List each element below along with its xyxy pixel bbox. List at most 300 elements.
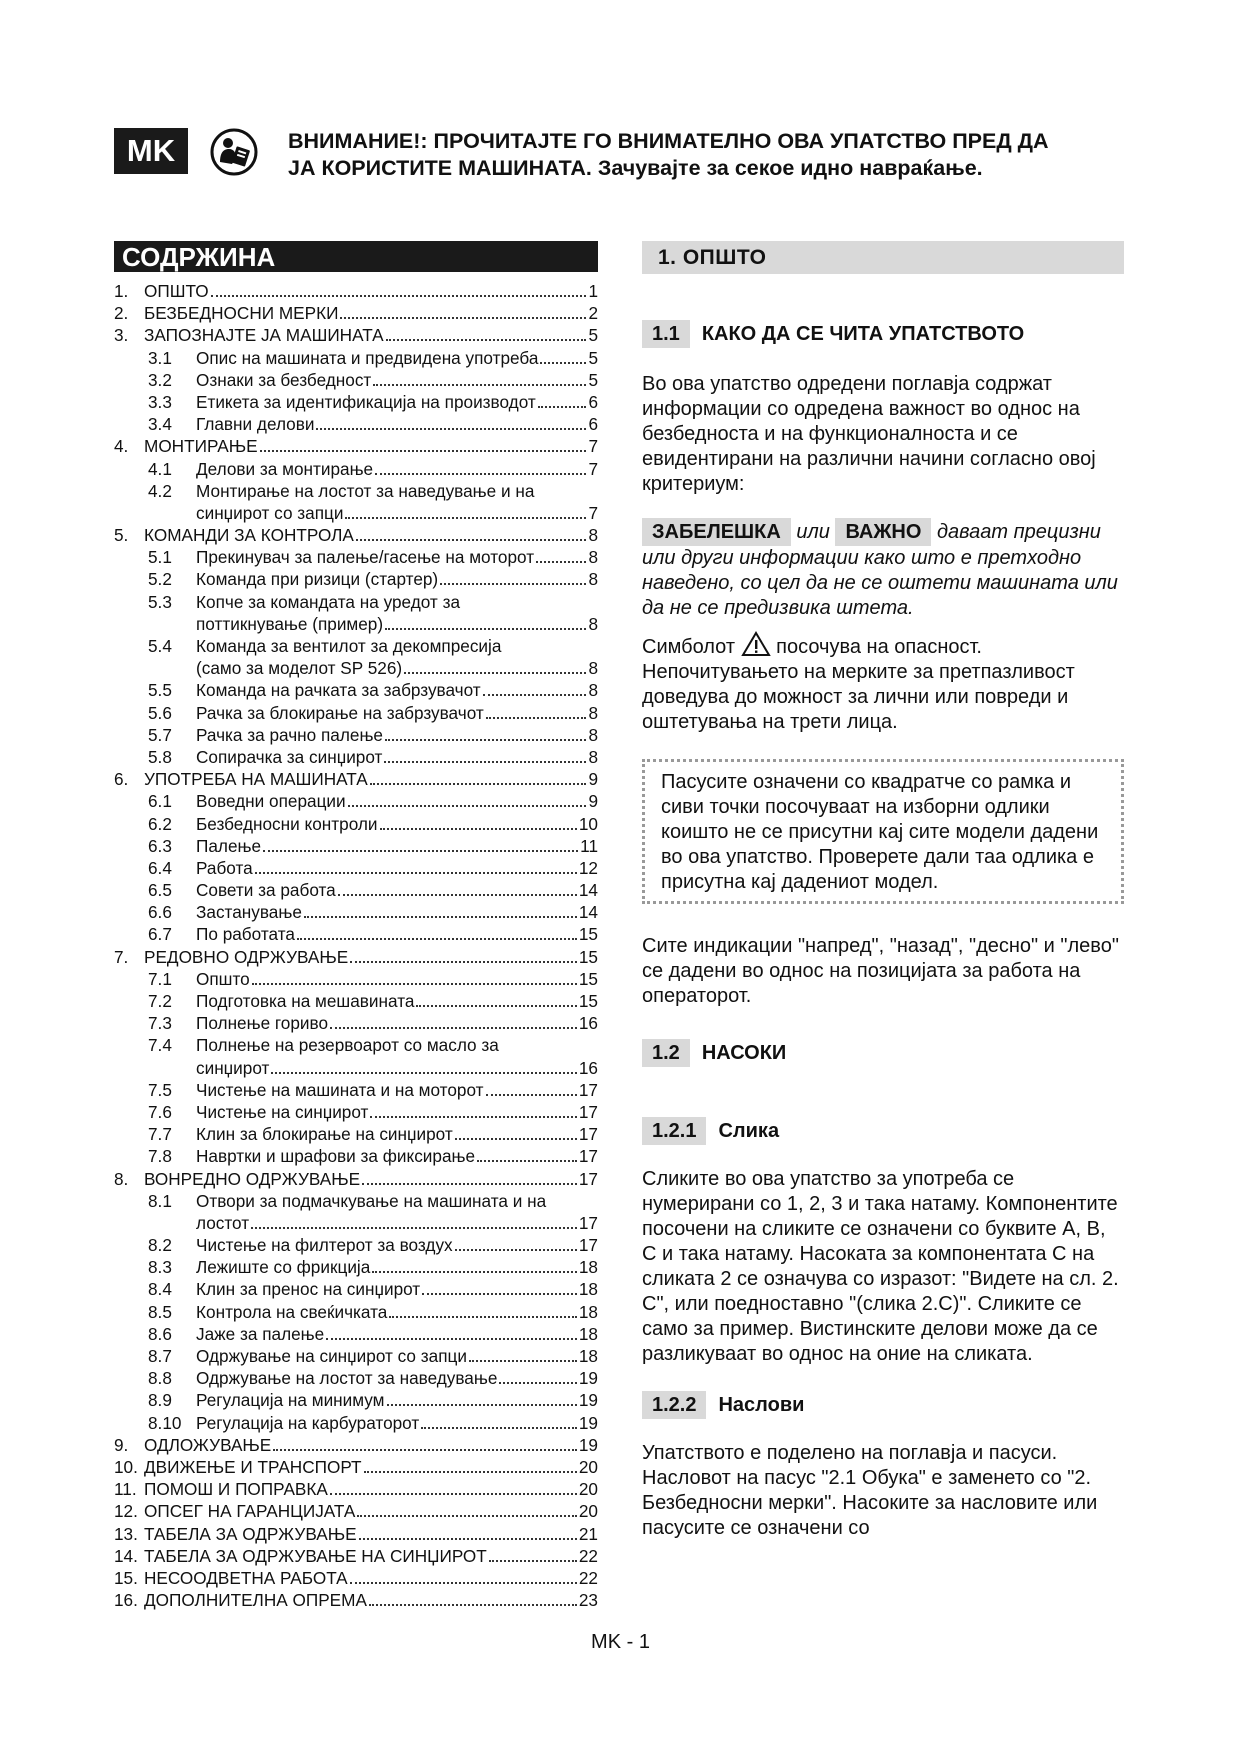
- toc-item-page: 18: [578, 1346, 598, 1366]
- toc-item-number: 4.: [114, 436, 129, 457]
- toc-item-page: 8: [588, 680, 598, 701]
- toc-item-page: 7: [588, 436, 598, 457]
- toc-item-label: (само за моделот SP 526): [196, 658, 403, 679]
- toc-item-label: ОДЛОЖУВАЊЕ: [144, 1434, 272, 1455]
- toc-leader-dots: [345, 502, 586, 519]
- toc-leader-dots: [486, 1079, 577, 1096]
- subsection-heading-1-2-1: [642, 1117, 1124, 1145]
- toc-item[interactable]: [114, 568, 598, 590]
- toc-item-page: 22: [578, 1567, 598, 1588]
- toc-item-number: 6.3: [148, 835, 172, 856]
- toc-item-number: 8.: [114, 1168, 129, 1189]
- toc-leader-dots: [330, 1012, 577, 1029]
- toc-item[interactable]: [114, 546, 598, 568]
- toc-leader-dots: [455, 1234, 577, 1251]
- toc-item[interactable]: [114, 724, 598, 746]
- toc-item-page: 19: [578, 1434, 598, 1455]
- toc-leader-dots: [326, 1323, 577, 1340]
- toc-item-page: 14: [578, 902, 598, 923]
- toc-item-label: Застанување: [196, 902, 302, 923]
- toc-item[interactable]: [114, 591, 598, 613]
- toc-item-number: 5.7: [148, 724, 172, 745]
- figures-paragraph: Сликите во ова упатство за употреба се нумерирани со 1, 2, 3 и така натаму. Компонентите посочени на сликите се означени со буквите A, B, C и така натаму. Насоката за компонентата C на сликата 2 се означува со изразот: "Видете на сл. 2. C", или поедноставно "(слика 2.C)". Сликите се само за пример. Вистинските делови може да се разликуваат во однос на оние на сликата.: [642, 1168, 1119, 1365]
- symbol-text-before: Симболот: [642, 636, 736, 658]
- toc-leader-dots: [440, 568, 586, 585]
- toc-item[interactable]: [114, 524, 598, 546]
- toc-item-label: Лежиште со фрикција: [196, 1257, 371, 1278]
- toc-leader-dots: [271, 1057, 576, 1074]
- toc-item-number: 6.7: [148, 924, 172, 945]
- toc-item-page: 5: [588, 369, 598, 390]
- toc-item-label: Безбедносни контроли: [196, 813, 378, 834]
- toc-item-label: синџирот: [196, 1057, 270, 1078]
- toc-leader-dots: [387, 1389, 577, 1406]
- toc-leader-dots: [211, 280, 587, 297]
- toc-item-label: ДОПОЛНИТЕЛНА ОПРЕМА: [144, 1590, 367, 1611]
- toc-leader-dots: [489, 1545, 577, 1562]
- toc-item[interactable]: [114, 435, 598, 457]
- toc-item-label: Полнење гориво: [196, 1013, 329, 1034]
- toc-leader-dots: [350, 946, 577, 963]
- toc-item-number: 7.1: [148, 968, 172, 989]
- toc-item-label: НЕСООДВЕТНА РАБОТА: [144, 1567, 348, 1588]
- subsection-number: 1.2.1: [642, 1117, 706, 1145]
- subsection-title: Наслови: [718, 1393, 805, 1416]
- toc-item-page: 22: [578, 1545, 598, 1566]
- symbol-text-after: посочува на опасност. Непочитувањето на мерките за претпазливост доведува до можност за лични или повреди и оштетувања на трети лица.: [642, 636, 1075, 733]
- toc-item[interactable]: [114, 1589, 598, 1611]
- toc-item-label: Етикета за идентификација на производот: [196, 391, 536, 412]
- toc-leader-dots: [386, 324, 587, 341]
- toc-item[interactable]: [114, 480, 598, 502]
- toc-item-label: Палење: [196, 835, 262, 856]
- toc-item[interactable]: [114, 857, 598, 879]
- toc-item-page: 12: [578, 857, 598, 878]
- toc-item-label: Ознаки за безбедност: [196, 369, 372, 390]
- toc-item-label: ЗАПОЗНАЈТЕ ЈА МАШИНАТА: [144, 325, 384, 346]
- toc-item[interactable]: [114, 280, 598, 302]
- toc-item[interactable]: [114, 679, 598, 701]
- toc-item-number: 7.8: [148, 1146, 172, 1167]
- toc-item-number: 5.2: [148, 569, 172, 590]
- toc-item[interactable]: [114, 502, 598, 524]
- toc-item-label: Навртки и шрафови за фиксирање: [196, 1146, 476, 1167]
- toc-item-label: Регулација на минимум: [196, 1390, 385, 1411]
- table-of-contents: [114, 241, 598, 1611]
- toc-leader-dots: [251, 1212, 577, 1229]
- toc-leader-dots: [380, 813, 577, 830]
- toc-leader-dots: [389, 1301, 577, 1318]
- directions-paragraph: Сите индикации "напред", "назад", "десно" и "лево" се дадени во однос на позицијата за работа на операторот.: [642, 935, 1119, 1007]
- toc-item-label: Регулација на карбураторот: [196, 1412, 420, 1433]
- toc-item[interactable]: [114, 1168, 598, 1190]
- toc-item-number: 9.: [114, 1434, 129, 1455]
- toc-leader-dots: [297, 923, 577, 940]
- toc-item-page: 23: [578, 1590, 598, 1611]
- toc-item-label: Опис на машината и предвидена употреба: [196, 347, 539, 368]
- toc-item-number: 8.4: [148, 1279, 172, 1300]
- toc-leader-dots: [373, 369, 586, 386]
- toc-item-label: Чистење на синџирот: [196, 1101, 369, 1122]
- toc-leader-dots: [404, 657, 586, 674]
- toc-item[interactable]: [114, 613, 598, 635]
- toc-leader-dots: [538, 391, 587, 408]
- symbol-paragraph: [642, 631, 1124, 735]
- toc-item-label: ПОМОШ И ПОПРАВКА: [144, 1479, 328, 1500]
- section-title: 1. ОПШТО: [642, 241, 1124, 274]
- toc-item-number: 11.: [114, 1479, 137, 1500]
- toc-item-label: Одржување на лостот за наведување: [196, 1368, 498, 1389]
- note-chip: ЗАБЕЛЕШКА: [642, 518, 791, 546]
- toc-item[interactable]: [114, 369, 598, 391]
- toc-leader-dots: [255, 857, 577, 874]
- toc-item[interactable]: [114, 1101, 598, 1123]
- subsection-heading-1-1: [642, 320, 1124, 348]
- toc-item-number: 8.7: [148, 1346, 172, 1366]
- toc-item[interactable]: [114, 657, 598, 679]
- toc-leader-dots: [252, 968, 577, 985]
- subsection-title: Слика: [718, 1119, 780, 1142]
- toc-leader-dots: [359, 1523, 577, 1540]
- toc-item-page: 20: [578, 1501, 598, 1522]
- toc-item[interactable]: [114, 347, 598, 369]
- toc-item-number: 7.7: [148, 1124, 172, 1145]
- toc-item-number: 3.: [114, 325, 129, 346]
- toc-item-number: 7.3: [148, 1013, 172, 1034]
- toc-item[interactable]: [114, 1567, 598, 1589]
- toc-item-label: ОПСЕГ НА ГАРАНЦИЈАТА: [144, 1501, 356, 1522]
- toc-item-number: 12.: [114, 1501, 138, 1522]
- toc-item-label: Отвори за подмачкување на машината и на: [196, 1190, 547, 1211]
- toc-leader-dots: [273, 1434, 577, 1451]
- toc-leader-dots: [469, 1345, 577, 1362]
- toc-item-number: 8.5: [148, 1301, 172, 1322]
- toc-item-page: 17: [578, 1124, 598, 1145]
- toc-item-label: Копче за командата на уредот за: [196, 591, 461, 612]
- toc-leader-dots: [483, 679, 587, 696]
- toc-title: СОДРЖИНА: [114, 241, 598, 272]
- toc-item[interactable]: [114, 1123, 598, 1145]
- toc-item-label: Контрола на свеќичката: [196, 1301, 388, 1322]
- toc-item-number: 3.4: [148, 414, 172, 435]
- toc-item[interactable]: [114, 1190, 598, 1212]
- toc-item[interactable]: [114, 768, 598, 790]
- toc-item-label: Совети за работа: [196, 880, 336, 901]
- toc-leader-dots: [499, 1367, 576, 1384]
- toc-item-label: ТАБЕЛА ЗА ОДРЖУВАЊЕ: [144, 1523, 357, 1544]
- toc-item[interactable]: [114, 1301, 598, 1323]
- toc-item-page: 8: [588, 525, 598, 546]
- toc-item-label: Рачка за рачно палење: [196, 724, 383, 745]
- toc-item[interactable]: [114, 1057, 598, 1079]
- toc-item-label: Сопирачка за синџирот: [196, 746, 383, 767]
- toc-item-page: 17: [578, 1101, 598, 1122]
- toc-item[interactable]: [114, 813, 598, 835]
- toc-item[interactable]: [114, 1545, 598, 1567]
- subsection-number: 1.2: [642, 1039, 690, 1067]
- toc-item-label: Чистење на машината и на моторот: [196, 1079, 484, 1100]
- toc-item[interactable]: [114, 1256, 598, 1278]
- toc-item[interactable]: [114, 990, 598, 1012]
- toc-item-page: 21: [578, 1523, 598, 1544]
- toc-leader-dots: [455, 1123, 577, 1140]
- subsection-title: НАСОКИ: [701, 1041, 787, 1064]
- toc-item-number: 8.9: [148, 1390, 172, 1411]
- toc-item-label: Полнење на резервоарот со масло за: [196, 1035, 499, 1056]
- toc-item[interactable]: [114, 1034, 598, 1056]
- toc-item[interactable]: [114, 1012, 598, 1034]
- toc-item[interactable]: [114, 458, 598, 480]
- toc-item-number: 4.1: [148, 458, 172, 479]
- toc-leader-dots: [370, 1101, 576, 1118]
- toc-item-page: 8: [588, 746, 598, 767]
- toc-item[interactable]: [114, 702, 598, 724]
- toc-item-page: 6: [588, 391, 598, 412]
- toc-item-page: 9: [588, 791, 598, 812]
- toc-item-page: 8: [588, 613, 598, 634]
- toc-item[interactable]: [114, 923, 598, 945]
- toc-item-number: 7.2: [148, 991, 172, 1011]
- toc-item-number: 7.6: [148, 1101, 172, 1122]
- main-content: [642, 241, 1124, 1541]
- toc-item[interactable]: [114, 746, 598, 768]
- toc-item-label: Прекинувач за палење/гасење на моторот: [196, 547, 535, 568]
- toc-item-number: 5.8: [148, 746, 172, 767]
- toc-item-number: 5.: [114, 525, 129, 546]
- toc-item-number: 14.: [114, 1545, 138, 1566]
- subsection-number: 1.2.2: [642, 1391, 706, 1419]
- toc-leader-dots: [263, 835, 578, 852]
- toc-leader-dots: [304, 901, 577, 918]
- toc-item[interactable]: [114, 1345, 598, 1367]
- toc-leader-dots: [370, 768, 587, 785]
- toc-item-page: 11: [580, 835, 598, 856]
- toc-item-label: Јаже за палење: [196, 1323, 325, 1344]
- note-paragraph-rest: даваат прецизни или други информации како што е претходно наведено, со цел да не се оштети машината или да не се предизвика штета.: [642, 521, 1118, 619]
- toc-item[interactable]: [114, 1412, 598, 1434]
- toc-item-page: 17: [578, 1079, 598, 1100]
- toc-item-label: Работа: [196, 857, 253, 878]
- toc-leader-dots: [260, 435, 587, 452]
- warning-text: [288, 128, 1128, 182]
- toc-leader-dots: [422, 1278, 577, 1295]
- toc-item-label: Воведни операции: [196, 791, 346, 812]
- warning-triangle-icon: [741, 631, 771, 657]
- toc-item-number: 6.6: [148, 902, 172, 923]
- toc-item[interactable]: [114, 901, 598, 923]
- toc-item[interactable]: [114, 1434, 598, 1456]
- toc-item[interactable]: [114, 879, 598, 901]
- toc-leader-dots: [330, 1478, 577, 1495]
- toc-leader-dots: [385, 724, 586, 741]
- toc-item[interactable]: [114, 1323, 598, 1345]
- toc-item-number: 7.5: [148, 1079, 172, 1100]
- toc-leader-dots: [375, 458, 586, 475]
- toc-item-page: 7: [588, 502, 598, 523]
- toc-leader-dots: [421, 1412, 577, 1429]
- toc-item[interactable]: [114, 1212, 598, 1234]
- toc-leader-dots: [540, 347, 586, 364]
- toc-item[interactable]: [114, 1523, 598, 1545]
- toc-item-page: 20: [578, 1479, 598, 1500]
- subsection-heading-1-2-2: [642, 1391, 1124, 1419]
- toc-leader-dots: [357, 1500, 577, 1517]
- toc-item-number: 5.6: [148, 702, 172, 723]
- headings-paragraph: Упатството е поделено на поглавја и пасуси. Насловот на пасус "2.1 Обука" е заменето со "2. Безбедносни мерки". Насоките за насловите или пасусите се означени со: [642, 1442, 1098, 1539]
- toc-item-page: 17: [578, 1235, 598, 1256]
- toc-item-page: 5: [588, 347, 598, 368]
- toc-item-page: 15: [578, 991, 598, 1011]
- toc-item[interactable]: [114, 790, 598, 812]
- toc-item-label: поттикнување (пример): [196, 613, 384, 634]
- toc-item[interactable]: [114, 1367, 598, 1389]
- toc-item-page: 17: [578, 1168, 598, 1189]
- warning-line-1: ВНИМАНИЕ!: ПРОЧИТАЈТЕ ГО ВНИМАТЕЛНО ОВА УПАТСТВО ПРЕД ДА: [288, 129, 1049, 153]
- toc-item-page: 8: [588, 658, 598, 679]
- toc-item-label: Команда на рачката за забрзувачот: [196, 680, 481, 701]
- toc-item[interactable]: [114, 1278, 598, 1300]
- toc-item-number: 6.: [114, 769, 129, 790]
- toc-item-page: 18: [578, 1257, 598, 1278]
- important-chip: ВАЖНО: [835, 518, 931, 546]
- toc-item-number: 2.: [114, 303, 129, 324]
- subsection-number: 1.1: [642, 320, 690, 348]
- toc-item[interactable]: [114, 1079, 598, 1101]
- toc-item-number: 8.1: [148, 1190, 172, 1211]
- toc-item-page: 16: [578, 1013, 598, 1034]
- language-badge: MK: [114, 128, 188, 174]
- toc-item-page: 5: [588, 325, 598, 346]
- toc-item-number: 5.5: [148, 680, 172, 701]
- toc-item-label: УПОТРЕБА НА МАШИНАТА: [144, 769, 368, 790]
- toc-leader-dots: [356, 524, 587, 541]
- toc-item-page: 8: [588, 724, 598, 745]
- toc-leader-dots: [384, 746, 586, 763]
- toc-item-label: Команда при ризици (стартер): [196, 569, 439, 590]
- toc-item-page: 18: [578, 1301, 598, 1322]
- toc-item-number: 1.: [114, 281, 129, 301]
- toc-item-page: 19: [578, 1412, 598, 1433]
- toc-item-label: Клин за блокирање на синџирот: [196, 1124, 453, 1145]
- toc-item-number: 7.: [114, 946, 129, 967]
- toc-item[interactable]: [114, 324, 598, 346]
- toc-item-label: По работата: [196, 924, 295, 945]
- optional-feature-text: Пасусите означени со квадратче со рамка и сиви точки посочуваат на изборни одлики коишто не се присутни кај сите модели дадени во ова упатство. Проверете дали таа одлика е присутна кај дадениот модел.: [661, 771, 1099, 893]
- toc-item[interactable]: [114, 391, 598, 413]
- toc-item-page: 15: [578, 968, 598, 989]
- toc-item-label: ОПШТО: [144, 281, 209, 301]
- toc-leader-dots: [350, 1567, 577, 1584]
- toc-item-page: 8: [588, 702, 598, 723]
- toc-item-page: 17: [578, 1146, 598, 1167]
- toc-item[interactable]: [114, 302, 598, 324]
- intro-paragraph: Во ова упатство одредени поглавја содржат информации со одредена важност во однос на безбедноста и на функционалноста и се евидентирани на различни начини согласно овој критериум:: [642, 373, 1096, 495]
- toc-leader-dots: [477, 1145, 577, 1162]
- toc-item-number: 5.4: [148, 636, 172, 656]
- toc-item-label: Рачка за блокирање на забрзувачот: [196, 702, 484, 723]
- toc-item-label: Одржување на синџирот со запци: [196, 1346, 467, 1366]
- toc-item-label: ВОНРЕДНО ОДРЖУВАЊЕ: [144, 1168, 361, 1189]
- toc-item-number: 3.2: [148, 369, 172, 390]
- toc-item-number: 4.2: [148, 480, 172, 501]
- toc-item-number: 7.4: [148, 1035, 172, 1056]
- toc-item-number: 6.5: [148, 880, 172, 901]
- toc-item-label: Главни делови: [196, 414, 315, 435]
- toc-item-page: 19: [578, 1390, 598, 1411]
- toc-list: [114, 280, 598, 1611]
- toc-item-page: 7: [588, 458, 598, 479]
- toc-item-number: 6.2: [148, 813, 172, 834]
- toc-item[interactable]: [114, 1234, 598, 1256]
- toc-item-label: Команда за вентилот за декомпресија: [196, 636, 502, 656]
- page-number: MK - 1: [591, 1631, 650, 1653]
- toc-leader-dots: [338, 879, 577, 896]
- toc-item-page: 15: [578, 924, 598, 945]
- subsection-title: КАКО ДА СЕ ЧИТА УПАТСТВОТО: [701, 322, 1025, 345]
- toc-item[interactable]: [114, 1478, 598, 1500]
- toc-item[interactable]: [114, 946, 598, 968]
- toc-item-label: ДВИЖЕЊЕ И ТРАНСПОРТ: [144, 1456, 362, 1477]
- toc-item[interactable]: [114, 1145, 598, 1167]
- toc-item-label: МОНТИРАЊЕ: [144, 436, 258, 457]
- toc-item-number: 16.: [114, 1590, 138, 1611]
- warning-line-2: ЈА КОРИСТИТЕ МАШИНАТА. Зачувајте за секое идно навраќање.: [288, 156, 983, 180]
- page-header: [114, 128, 1124, 188]
- toc-item-page: 9: [588, 769, 598, 790]
- toc-item[interactable]: [114, 1389, 598, 1411]
- toc-item-page: 19: [578, 1368, 598, 1389]
- toc-item-label: Подготовка на мешавината: [196, 991, 415, 1011]
- toc-item-number: 6.1: [148, 791, 172, 812]
- toc-item-number: 8.10: [148, 1412, 182, 1433]
- toc-item-page: 17: [578, 1212, 598, 1233]
- optional-feature-box: [642, 759, 1124, 904]
- toc-item-page: 18: [578, 1323, 598, 1344]
- toc-item-number: 8.8: [148, 1368, 172, 1389]
- toc-item-number: 13.: [114, 1523, 138, 1544]
- toc-item-label: БЕЗБЕДНОСНИ МЕРКИ: [144, 303, 339, 324]
- toc-leader-dots: [416, 990, 576, 1007]
- toc-item[interactable]: [114, 835, 598, 857]
- toc-leader-dots: [362, 1168, 577, 1185]
- toc-item[interactable]: [114, 968, 598, 990]
- toc-item-label: Општо: [196, 968, 250, 989]
- toc-item-number: 3.3: [148, 391, 172, 412]
- note-paragraph: [642, 518, 1124, 621]
- toc-item-number: 15.: [114, 1567, 138, 1588]
- toc-leader-dots: [486, 702, 587, 719]
- toc-item-page: 10: [578, 813, 598, 834]
- toc-item[interactable]: [114, 1500, 598, 1522]
- toc-item-page: 8: [588, 569, 598, 590]
- toc-leader-dots: [340, 302, 586, 319]
- toc-item[interactable]: [114, 635, 598, 657]
- toc-item-number: 6.4: [148, 857, 172, 878]
- toc-leader-dots: [385, 613, 586, 630]
- toc-item-label: лостот: [196, 1212, 250, 1233]
- toc-item-label: Клин за пренос на синџирот: [196, 1279, 421, 1300]
- toc-leader-dots: [536, 546, 586, 563]
- toc-item-label: Чистење на филтерот за воздух: [196, 1235, 453, 1256]
- toc-item[interactable]: [114, 1456, 598, 1478]
- toc-item-page: 18: [578, 1279, 598, 1300]
- toc-item[interactable]: [114, 413, 598, 435]
- toc-leader-dots: [372, 1256, 577, 1273]
- toc-item-label: Монтирање на лостот за наведување и на: [196, 480, 535, 501]
- toc-item-page: 2: [588, 303, 598, 324]
- toc-item-number: 3.1: [148, 347, 172, 368]
- toc-item-label: Делови за монтирање: [196, 458, 374, 479]
